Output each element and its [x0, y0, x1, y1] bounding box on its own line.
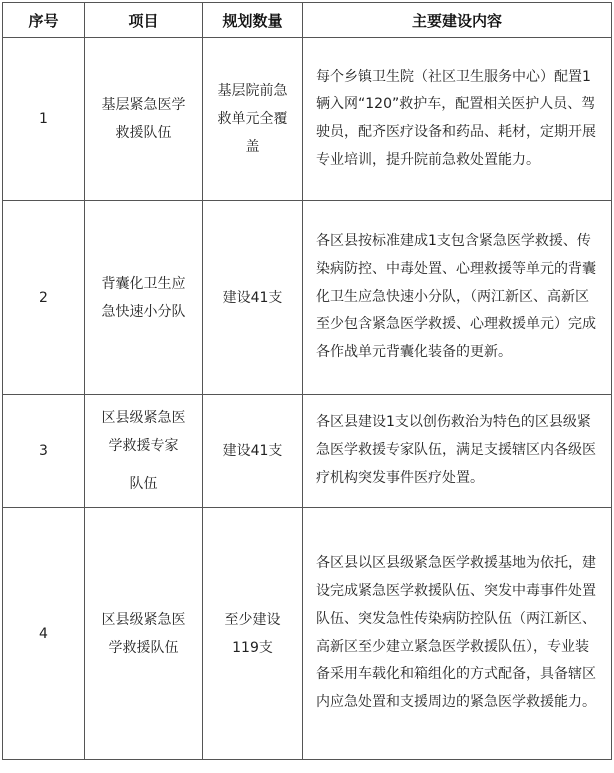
- row-planned-quantity: 基层院前急救单元全覆盖: [203, 38, 303, 201]
- table-row: [3, 38, 612, 201]
- row-main-content: 各区县以区县级紧急医学救援基地为依托，建设完成紧急医学救援队伍、突发中毒事件处置队伍、突发急性传染病防控队伍（两江新区、高新区至少建立紧急医学救援队伍），专业装备采用车载化和箱组化的方式配备，具备辖区内应急处置和支援周边的紧急医学救援能力。: [303, 508, 612, 760]
- header-row: [3, 3, 612, 38]
- header-planned-quantity: 规划数量: [203, 3, 303, 38]
- row-main-content: 各区县按标准建成1支包含紧急医学救援、传染病防控、中毒处置、心理救援等单元的背囊化卫生应急快速小分队，（两江新区、高新区至少包含紧急医学救援、心理救援单元）完成各作战单元背囊化装备的更新。: [303, 201, 612, 395]
- row-serial-number: 1: [3, 38, 85, 201]
- table-body: [3, 38, 612, 760]
- row-item: [85, 395, 203, 508]
- construction-plan-table: [2, 2, 612, 760]
- table-header: [3, 3, 612, 38]
- row-main-content: 各区县建设1支以创伤救治为特色的区县级紧急医学救援专家队伍，满足支援辖区内各级医疗机构突发事件医疗处置。: [303, 395, 612, 508]
- row-item-line-2: 队伍: [129, 476, 158, 492]
- table-row: [3, 395, 612, 508]
- row-main-content: 每个乡镇卫生院（社区卫生服务中心）配置1辆入网“120”救护车，配置相关医护人员、驾驶员，配齐医疗设备和药品、耗材，定期开展专业培训，提升院前急救处置能力。: [303, 38, 612, 201]
- row-item: 背囊化卫生应急快速小分队: [85, 201, 203, 395]
- header-serial-number: 序号: [3, 3, 85, 38]
- row-item-line-1: 区县级紧急医学救援专家: [101, 410, 186, 454]
- row-serial-number: 2: [3, 201, 85, 395]
- row-planned-quantity: 建设41支: [203, 395, 303, 508]
- table-row: [3, 508, 612, 760]
- table-row: [3, 201, 612, 395]
- row-serial-number: 3: [3, 395, 85, 508]
- row-item: 基层紧急医学救援队伍: [85, 38, 203, 201]
- row-item: 区县级紧急医学救援队伍: [85, 508, 203, 760]
- row-planned-quantity: 至少建设119支: [203, 508, 303, 760]
- row-serial-number: 4: [3, 508, 85, 760]
- header-item: 项目: [85, 3, 203, 38]
- row-planned-quantity: 建设41支: [203, 201, 303, 395]
- header-main-content: 主要建设内容: [303, 3, 612, 38]
